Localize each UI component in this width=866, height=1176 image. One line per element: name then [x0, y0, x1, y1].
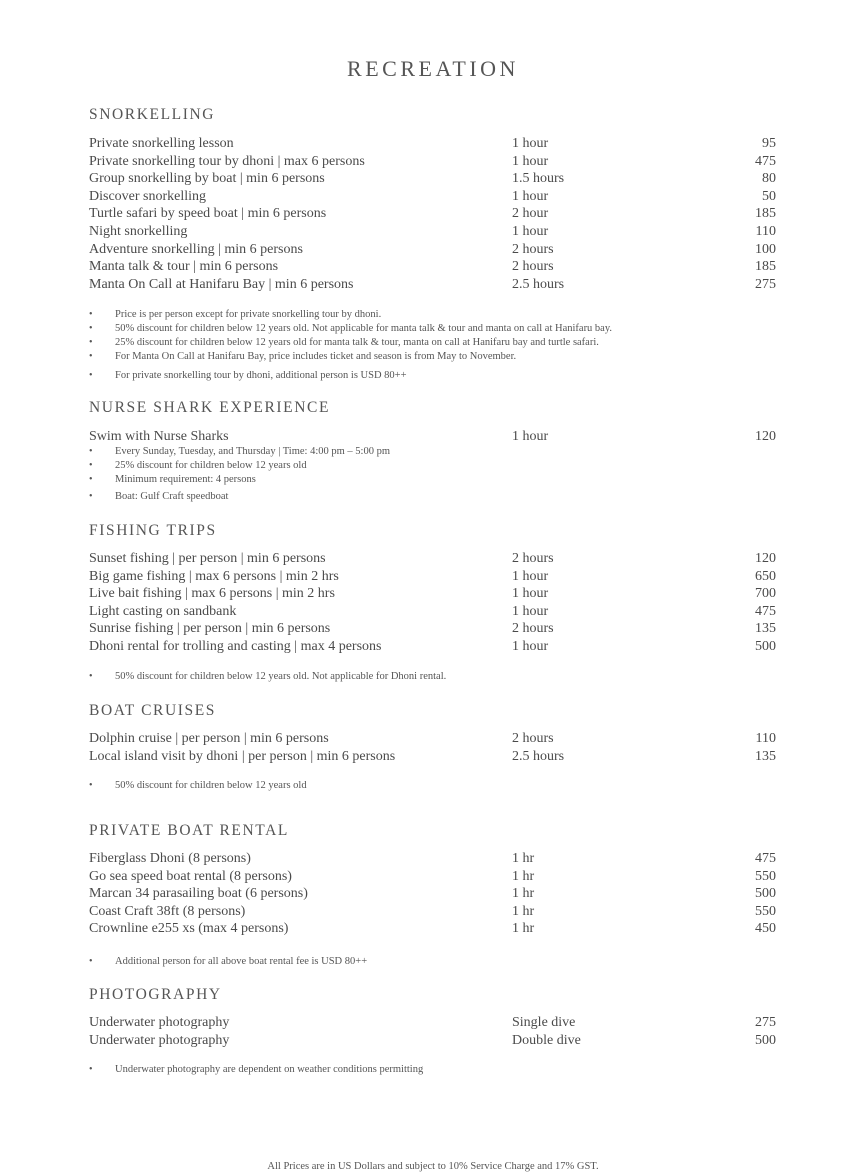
table-row	[89, 868, 776, 886]
activity-duration: 1 hour	[512, 568, 549, 584]
activity-name: Manta talk & tour | min 6 persons	[89, 259, 279, 275]
activity-price: 185	[755, 206, 776, 222]
activity-duration: 1 hr	[512, 886, 535, 902]
activity-duration: 2 hours	[512, 731, 554, 746]
bullet-icon: •	[89, 370, 93, 381]
activity-duration: 1 hour	[512, 586, 549, 602]
table-row	[89, 585, 776, 603]
bullet-icon: •	[89, 671, 93, 682]
activity-duration: 2 hours	[512, 551, 554, 566]
bullet-icon: •	[89, 1064, 93, 1075]
note-text: 50% discount for children below 12 years old. Not applicable for manta talk & tour and manta on call at Hanifaru bay.	[115, 323, 613, 334]
table-row	[89, 258, 776, 276]
activity-name: Coast Craft 38ft (8 persons)	[89, 903, 246, 919]
page-title: RECREATION	[347, 56, 519, 81]
activity-duration: 2.5 hours	[512, 748, 565, 764]
activity-price: 95	[762, 136, 776, 151]
activity-duration: 1 hour	[512, 603, 549, 619]
activity-name: Dolphin cruise | per person | min 6 persons	[89, 731, 329, 746]
section-heading-photography: PHOTOGRAPHY	[89, 986, 222, 1003]
activity-name: Night snorkelling	[89, 223, 188, 239]
note-text: Boat: Gulf Craft speedboat	[115, 491, 229, 502]
activity-price: 500	[755, 1032, 776, 1048]
activity-price: 500	[755, 638, 776, 654]
note-item	[89, 350, 789, 364]
note-item	[89, 670, 789, 684]
section-heading-fishing: FISHING TRIPS	[89, 522, 217, 539]
table-row	[89, 205, 776, 223]
activity-duration: 2 hours	[512, 241, 554, 257]
note-text: For private snorkelling tour by dhoni, additional person is USD 80++	[115, 370, 407, 381]
note-text: Minimum requirement: 4 persons	[115, 474, 256, 485]
activity-price: 475	[755, 851, 776, 866]
note-item	[89, 336, 789, 350]
table-row	[89, 1032, 776, 1050]
note-text: Additional person for all above boat rental fee is USD 80++	[115, 956, 368, 967]
note-item	[89, 445, 789, 459]
table-row	[89, 276, 776, 294]
activity-name: Dhoni rental for trolling and casting | max 4 persons	[89, 638, 382, 654]
activity-price: 475	[755, 603, 776, 619]
table-row	[89, 1014, 776, 1032]
table-row	[89, 620, 776, 638]
boat-cruises-table	[89, 730, 776, 765]
activity-price: 120	[755, 429, 776, 444]
private-boat-rental-table	[89, 850, 776, 938]
activity-price: 650	[755, 568, 776, 584]
activity-name: Private snorkelling lesson	[89, 136, 234, 151]
private-boat-rental-notes	[89, 955, 789, 969]
table-row	[89, 568, 776, 586]
note-text: 50% discount for children below 12 years old	[115, 780, 307, 791]
table-row	[89, 428, 776, 446]
boat-cruises-notes	[89, 779, 789, 793]
activity-duration: 1.5 hours	[512, 171, 565, 187]
photography-notes	[89, 1063, 789, 1077]
activity-duration: 1 hour	[512, 223, 549, 239]
activity-duration: 1 hour	[512, 429, 549, 444]
note-item	[89, 322, 789, 336]
note-item	[89, 308, 789, 322]
activity-duration: 2.5 hours	[512, 276, 565, 292]
note-text: 25% discount for children below 12 years old for manta talk & tour, manta on call at Hanifaru bay and turtle safari.	[115, 337, 599, 348]
table-row	[89, 135, 776, 153]
activity-name: Marcan 34 parasailing boat (6 persons)	[89, 886, 308, 902]
note-item	[89, 473, 789, 487]
activity-name: Private snorkelling tour by dhoni | max 6 persons	[89, 153, 365, 169]
snorkelling-notes	[89, 308, 789, 383]
table-row	[89, 885, 776, 903]
activity-name: Turtle safari by speed boat | min 6 persons	[89, 206, 327, 222]
table-row	[89, 550, 776, 568]
section-heading-nurse-shark: NURSE SHARK EXPERIENCE	[89, 399, 331, 416]
note-item	[89, 490, 789, 504]
activity-duration: 1 hour	[512, 153, 549, 169]
snorkelling-table	[89, 135, 776, 293]
activity-price: 135	[755, 748, 776, 764]
bullet-icon: •	[89, 460, 93, 471]
activity-name: Underwater photography	[89, 1032, 230, 1048]
footer-disclaimer: All Prices are in US Dollars and subject to 10% Service Charge and 17% GST.	[267, 1161, 599, 1172]
activity-duration: 1 hour	[512, 188, 549, 204]
activity-price: 110	[755, 223, 776, 239]
note-text: 50% discount for children below 12 years old. Not applicable for Dhoni rental.	[115, 671, 447, 682]
activity-name: Go sea speed boat rental (8 persons)	[89, 868, 292, 884]
bullet-icon: •	[89, 446, 93, 457]
note-text: Every Sunday, Tuesday, and Thursday | Time: 4:00 pm – 5:00 pm	[115, 446, 391, 457]
activity-name: Light casting on sandbank	[89, 603, 237, 619]
activity-duration: 2 hours	[512, 259, 554, 275]
activity-duration: 1 hr	[512, 851, 535, 866]
activity-name: Big game fishing | max 6 persons | min 2 hrs	[89, 568, 339, 584]
table-row	[89, 638, 776, 656]
table-row	[89, 603, 776, 621]
activity-name: Fiberglass Dhoni (8 persons)	[89, 851, 251, 866]
activity-name: Live bait fishing | max 6 persons | min 2 hrs	[89, 586, 335, 602]
bullet-icon: •	[89, 337, 93, 348]
bullet-icon: •	[89, 323, 93, 334]
fishing-notes	[89, 670, 789, 684]
activity-name: Group snorkelling by boat | min 6 persons	[89, 171, 325, 187]
activity-price: 110	[755, 731, 776, 746]
nurse-shark-notes	[89, 445, 789, 504]
table-row	[89, 850, 776, 868]
activity-price: 80	[762, 171, 776, 187]
photography-table	[89, 1014, 776, 1049]
activity-price: 275	[755, 276, 776, 292]
activity-price: 450	[755, 921, 776, 937]
bullet-icon: •	[89, 309, 93, 320]
section-heading-snorkelling: SNORKELLING	[89, 106, 216, 123]
note-text: Underwater photography are dependent on weather conditions permitting	[115, 1064, 424, 1075]
bullet-icon: •	[89, 351, 93, 362]
note-text: 25% discount for children below 12 years old	[115, 460, 307, 471]
table-row	[89, 223, 776, 241]
activity-price: 500	[755, 886, 776, 902]
activity-name: Discover snorkelling	[89, 188, 207, 204]
activity-price: 120	[755, 551, 776, 566]
activity-duration: Double dive	[512, 1032, 581, 1048]
activity-price: 275	[755, 1015, 776, 1030]
activity-name: Adventure snorkelling | min 6 persons	[89, 241, 303, 257]
table-row	[89, 730, 776, 748]
activity-price: 50	[762, 188, 776, 204]
section-heading-private-boat-rental: PRIVATE BOAT RENTAL	[89, 822, 289, 839]
activity-duration: 1 hr	[512, 921, 535, 937]
activity-name: Local island visit by dhoni | per person | min 6 persons	[89, 748, 396, 764]
activity-price: 550	[755, 903, 776, 919]
note-text: Price is per person except for private snorkelling tour by dhoni.	[115, 309, 382, 320]
note-item	[89, 369, 789, 383]
note-item	[89, 779, 789, 793]
activity-duration: Single dive	[512, 1015, 576, 1030]
nurse-shark-table	[89, 428, 776, 446]
activity-price: 100	[755, 241, 776, 257]
section-heading-boat-cruises: BOAT CRUISES	[89, 702, 217, 719]
activity-duration: 2 hours	[512, 621, 554, 637]
table-row	[89, 241, 776, 259]
bullet-icon: •	[89, 474, 93, 485]
note-item	[89, 1063, 789, 1077]
activity-duration: 2 hour	[512, 206, 549, 222]
activity-price: 475	[755, 153, 776, 169]
activity-duration: 1 hour	[512, 638, 549, 654]
activity-price: 700	[755, 586, 776, 602]
activity-price: 185	[755, 259, 776, 275]
table-row	[89, 748, 776, 766]
activity-name: Sunrise fishing | per person | min 6 persons	[89, 621, 331, 637]
activity-name: Crownline e255 xs (max 4 persons)	[89, 921, 289, 937]
fishing-table	[89, 550, 776, 656]
bullet-icon: •	[89, 780, 93, 791]
activity-duration: 1 hour	[512, 136, 549, 151]
note-item	[89, 459, 789, 473]
activity-price: 550	[755, 868, 776, 884]
table-row	[89, 188, 776, 206]
table-row	[89, 920, 776, 938]
activity-name: Sunset fishing | per person | min 6 persons	[89, 551, 326, 566]
activity-name: Swim with Nurse Sharks	[89, 429, 229, 444]
table-row	[89, 903, 776, 921]
note-item	[89, 955, 789, 969]
bullet-icon: •	[89, 491, 93, 502]
table-row	[89, 170, 776, 188]
activity-name: Underwater photography	[89, 1015, 230, 1030]
activity-price: 135	[755, 621, 776, 637]
table-row	[89, 153, 776, 171]
activity-duration: 1 hr	[512, 868, 535, 884]
activity-duration: 1 hr	[512, 903, 535, 919]
note-text: For Manta On Call at Hanifaru Bay, price includes ticket and season is from May to November.	[115, 351, 517, 362]
activity-name: Manta On Call at Hanifaru Bay | min 6 persons	[89, 276, 354, 292]
bullet-icon: •	[89, 956, 93, 967]
